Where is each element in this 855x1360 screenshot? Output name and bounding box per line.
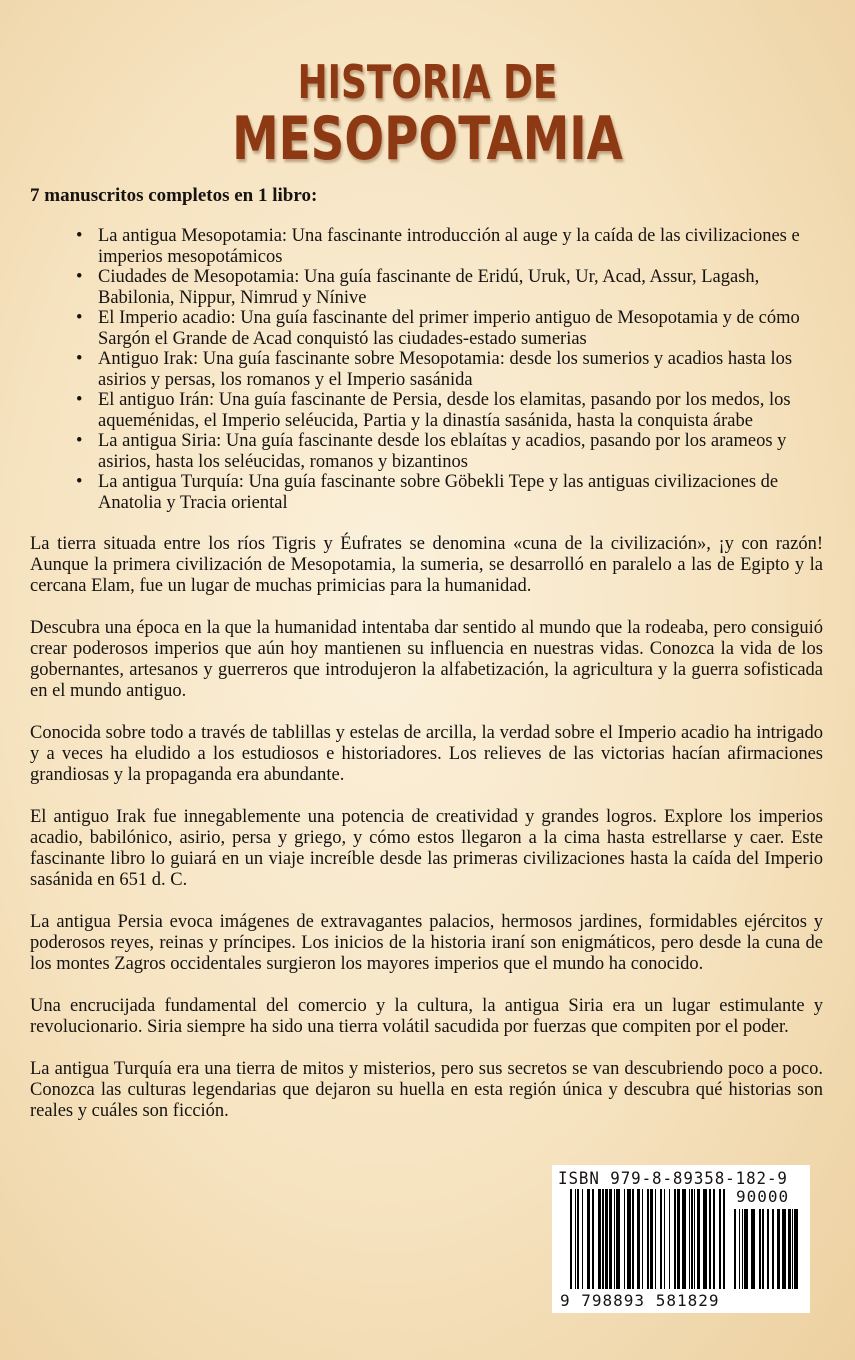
list-item: • La antigua Mesopotamia: Una fascinante introducción al auge y la caída de las civilizaciones e imperios mesopotámicos: [98, 226, 818, 267]
price-code: 90000: [736, 1187, 790, 1206]
paragraph: Descubra una época en la que la humanidad intentaba dar sentido al mundo que la rodeaba, pero consiguió crear poderosos imperios que aún hoy mantienen su influencia en nuestras vidas. Conozca la vida de los gobernantes, artesanos y guerreros que introdujeron la alfabetización, la agricultura y la guerra sofisticada en el mundo antiguo.: [30, 618, 823, 701]
isbn-barcode: [552, 1165, 810, 1313]
isbn-label: ISBN 979-8-89358-182-9: [558, 1169, 788, 1189]
manuscripts-heading: 7 manuscritos completos en 1 libro:: [30, 185, 318, 206]
list-item: • El antiguo Irán: Una guía fascinante de Persia, desde los elamitas, pasando por los medos, los aqueménidas, el Imperio seléucida, Partia y la dinastía sasánida, hasta la conquista árabe: [98, 390, 818, 431]
list-item: • El Imperio acadio: Una guía fascinante del primer imperio antiguo de Mesopotamia y de cómo Sargón el Grande de Acad conquistó las ciudades-estado sumerias: [98, 308, 818, 349]
description: [30, 534, 823, 1143]
list-item: • Ciudades de Mesopotamia: Una guía fascinante de Eridú, Uruk, Ur, Acad, Assur, Lagash, Babilonia, Nippur, Nimrud y Nínive: [98, 267, 818, 308]
paragraph: La antigua Persia evoca imágenes de extravagantes palacios, hermosos jardines, formidables ejércitos y poderosos reyes, reinas y príncipes. Los inicios de la historia iraní son enigmáticos, pero desde la cuna de los montes Zagros occidentales surgieron los mayores imperios que el mundo ha conocido.: [30, 912, 823, 974]
title-line-1: HISTORIA DE: [297, 55, 558, 109]
list-item: • Antiguo Irak: Una guía fascinante sobre Mesopotamia: desde los sumerios y acadios hasta los asirios y persas, los romanos y el Imperio sasánida: [98, 349, 818, 390]
paragraph: La tierra situada entre los ríos Tigris y Éufrates se denomina «cuna de la civilización», ¡y con razón! Aunque la primera civilización de Mesopotamia, la sumeria, se desarrolló en paralelo a las de Egipto y la cercana Elam, fue un lugar de muchas primicias para la humanidad.: [30, 534, 823, 596]
paragraph: El antiguo Irak fue innegablemente una potencia de creatividad y grandes logros. Explore los imperios acadio, babilónico, asirio, persa y griego, y cómo estos llegaron a la cima hasta estrellarse y caer. Este fascinante libro lo guiará en un viaje increíble desde las primeras civilizaciones hasta la caída del Imperio sasánida en 651 d. C.: [30, 807, 823, 890]
title-line-2: MESOPOTAMIA: [232, 104, 623, 174]
paragraph: Una encrucijada fundamental del comercio y la cultura, la antigua Siria era un lugar estimulante y revolucionario. Siria siempre ha sido una tierra volátil sacudida por fuerzas que compiten por el poder.: [30, 996, 823, 1037]
list-item: • La antigua Siria: Una guía fascinante desde los eblaítas y acadios, pasando por los arameos y asirios, hasta los seléucidas, romanos y bizantinos: [98, 431, 818, 472]
paragraph: Conocida sobre todo a través de tablillas y estelas de arcilla, la verdad sobre el Imperio acadio ha intrigado y a veces ha eludido a los estudiosos e historiadores. Los relieves de las victorias hacían afirmaciones grandiosas y la propaganda era abundante.: [30, 723, 823, 785]
book-list: [98, 226, 818, 513]
isbn-digits: 9 798893 581829: [560, 1291, 720, 1310]
paragraph: La antigua Turquía era una tierra de mitos y misterios, pero sus secretos se van descubriendo poco a poco. Conozca las culturas legendarias que dejaron su huella en esta región única y descubra qué historias son reales y cuáles son ficción.: [30, 1059, 823, 1121]
book-title: [94, 55, 761, 174]
list-item: • La antigua Turquía: Una guía fascinante sobre Göbekli Tepe y las antiguas civilizaciones de Anatolia y Tracia oriental: [98, 472, 818, 513]
